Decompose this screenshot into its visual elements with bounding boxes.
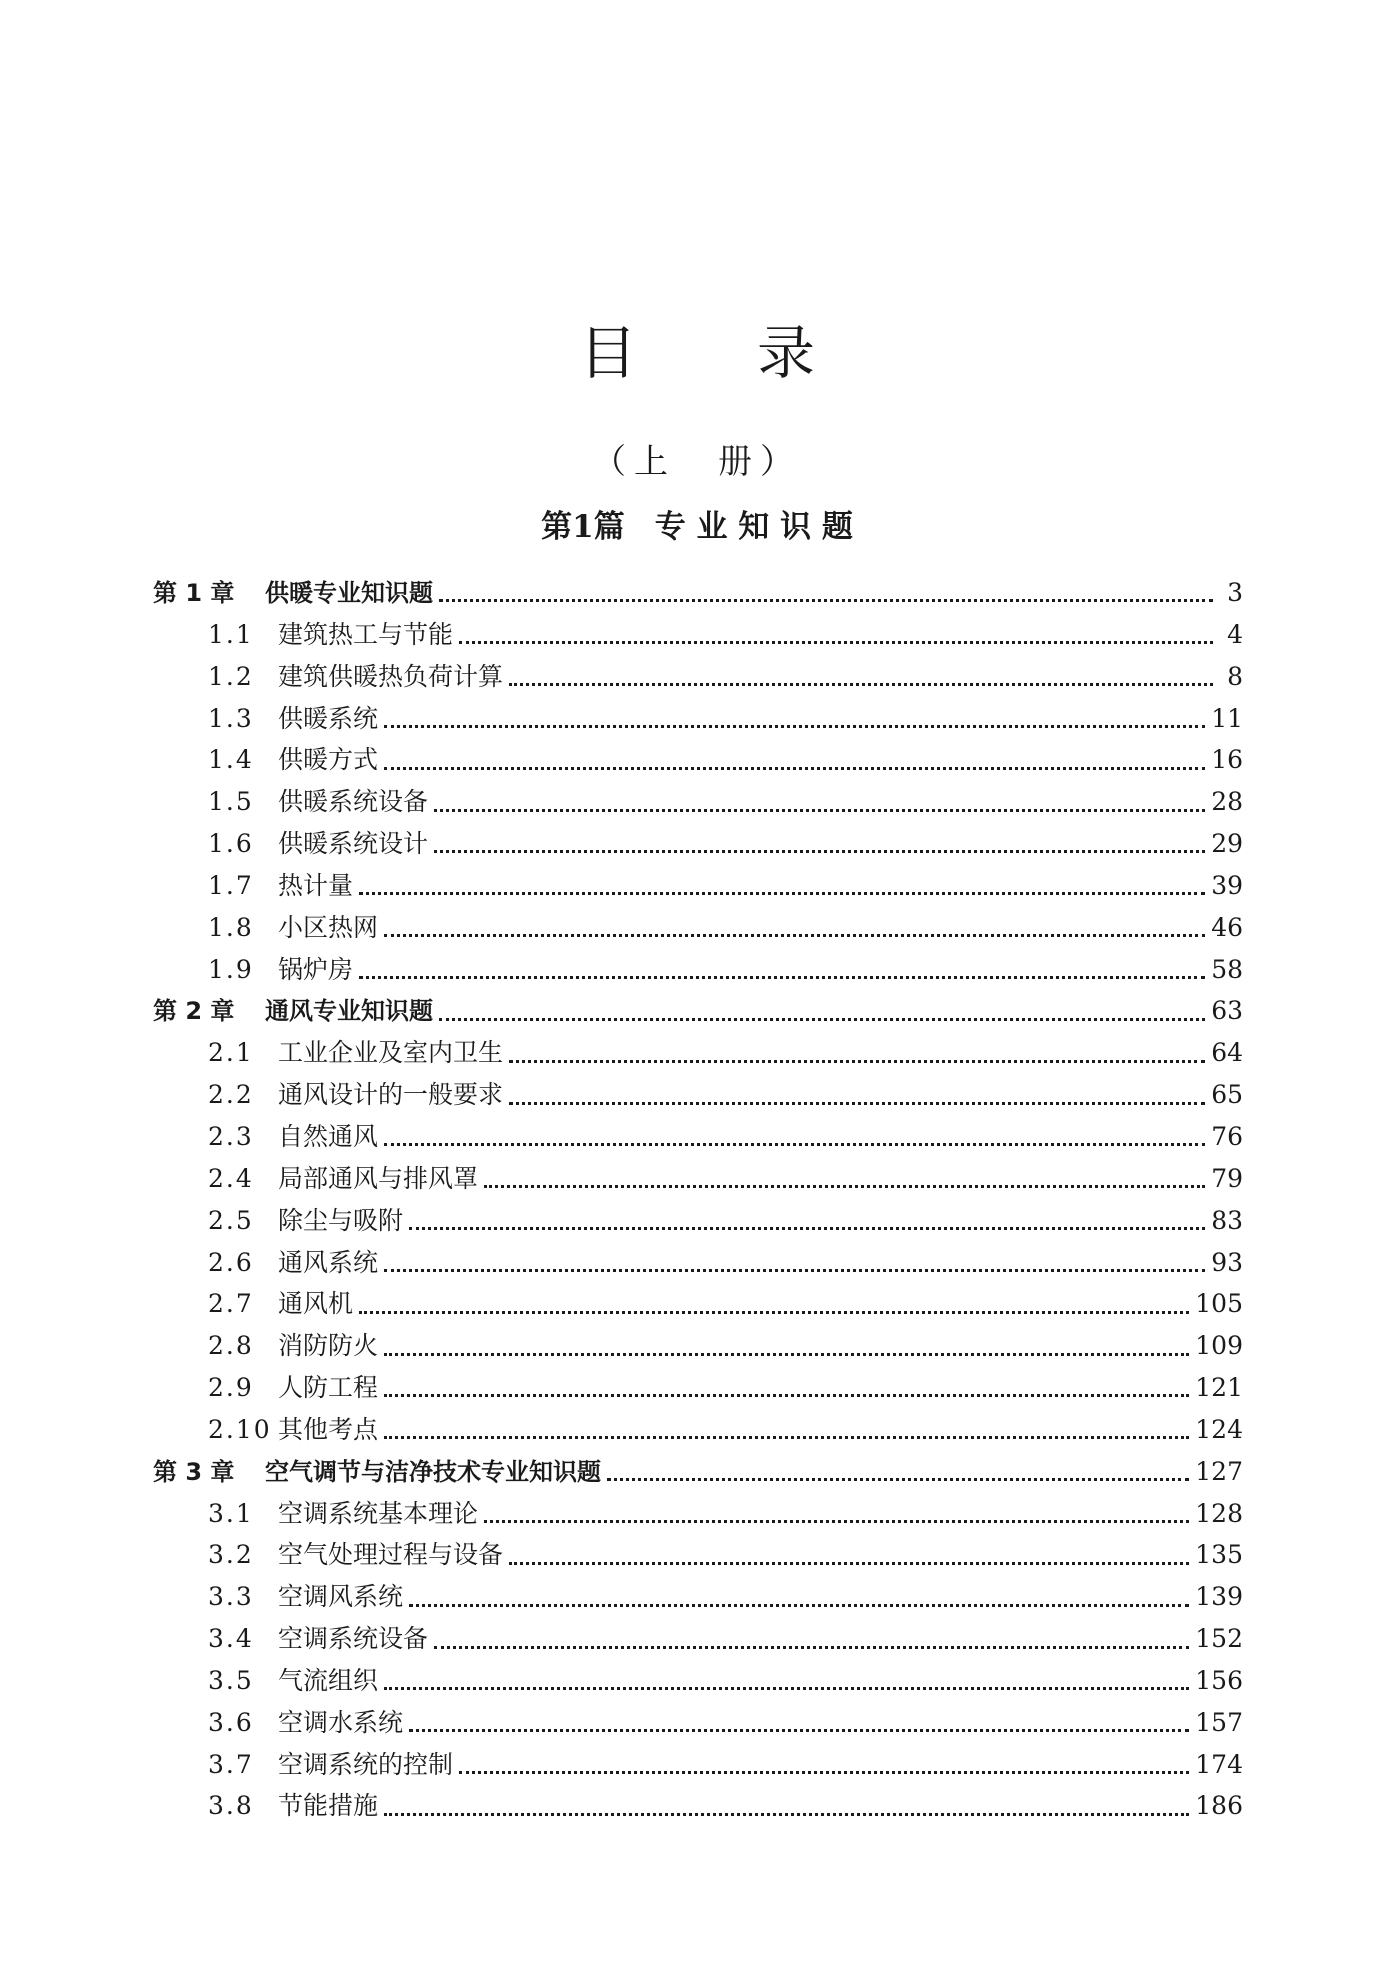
toc-entry-title: 气流组织 <box>278 1665 379 1695</box>
toc-entry-title: 通风设计的一般要求 <box>278 1080 504 1110</box>
dot-leader <box>439 579 1213 602</box>
toc-chapter-entry[interactable] <box>153 572 1243 614</box>
toc-entry-title: 热计量 <box>278 870 354 900</box>
toc-entry-page: 124 <box>1195 1414 1243 1444</box>
toc-section-entry[interactable] <box>153 1367 1243 1409</box>
toc-entry-title: 空调系统设备 <box>278 1624 429 1654</box>
toc-entry-title: 局部通风与排风罩 <box>278 1163 479 1193</box>
toc-entry-title: 空气调节与洁净技术专业知识题 <box>265 1457 601 1486</box>
toc-entry-title: 空调系统基本理论 <box>278 1498 479 1528</box>
toc-section-entry[interactable] <box>153 1242 1243 1284</box>
toc-section-entry[interactable] <box>153 949 1243 991</box>
toc-section-entry[interactable] <box>153 1493 1243 1535</box>
toc-entry-number: 3.7 <box>208 1749 254 1779</box>
toc-entry-number: 1.6 <box>208 829 254 859</box>
toc-section-entry[interactable] <box>153 907 1243 949</box>
toc-entry-title: 锅炉房 <box>278 954 354 984</box>
toc-section-entry[interactable] <box>153 1785 1243 1827</box>
toc-entry-number: 3.6 <box>208 1707 254 1737</box>
toc-chapter-entry[interactable] <box>153 990 1243 1032</box>
dot-leader <box>509 663 1213 686</box>
toc-section-entry[interactable] <box>153 1534 1243 1576</box>
toc-entry-number: 2.8 <box>208 1331 254 1361</box>
toc-entry-number: 2.9 <box>208 1373 254 1403</box>
toc-entry-page: 93 <box>1211 1247 1243 1277</box>
toc-entry-title: 工业企业及室内卫生 <box>278 1038 504 1068</box>
toc-section-entry[interactable] <box>153 865 1243 907</box>
dot-leader <box>384 1333 1189 1356</box>
toc-entry-number: 第 3 章 <box>153 1457 235 1486</box>
dot-leader <box>384 1416 1189 1439</box>
toc-entry-page: 156 <box>1195 1665 1243 1695</box>
dot-leader <box>384 747 1205 770</box>
toc-section-entry[interactable] <box>153 1618 1243 1660</box>
toc-entry-title: 通风专业知识题 <box>265 997 433 1026</box>
dot-leader <box>384 1123 1205 1146</box>
toc-entry-page: 157 <box>1195 1707 1243 1737</box>
toc-entry-title: 节能措施 <box>278 1791 379 1821</box>
toc-entry-number: 1.4 <box>208 745 254 775</box>
toc-entry-title: 消防防火 <box>278 1331 379 1361</box>
toc-entry-title: 人防工程 <box>278 1373 379 1403</box>
toc-entry-page: 174 <box>1195 1749 1243 1779</box>
toc-entry-number: 3.2 <box>208 1540 254 1570</box>
toc-entry-title: 其他考点 <box>278 1414 379 1444</box>
dot-leader <box>409 1207 1205 1230</box>
toc-entry-page: 79 <box>1211 1163 1243 1193</box>
toc-entry-page: 63 <box>1211 996 1243 1026</box>
toc-entry-page: 105 <box>1195 1289 1243 1319</box>
dot-leader <box>359 872 1205 895</box>
toc-section-entry[interactable] <box>153 1116 1243 1158</box>
dot-leader <box>509 1040 1205 1063</box>
toc-section-entry[interactable] <box>153 1283 1243 1325</box>
toc-entry-page: 186 <box>1195 1791 1243 1821</box>
toc-section-entry[interactable] <box>153 1325 1243 1367</box>
toc-section-entry[interactable] <box>153 1576 1243 1618</box>
dot-leader <box>359 956 1205 979</box>
toc-entry-page: 16 <box>1211 745 1243 775</box>
dot-leader <box>384 1667 1189 1690</box>
dot-leader <box>434 1626 1189 1649</box>
toc-entry-page: 28 <box>1211 787 1243 817</box>
part-title: 专 业 知 识 题 <box>654 509 853 545</box>
toc-section-entry[interactable] <box>153 1074 1243 1116</box>
toc-entry-title: 自然通风 <box>278 1121 379 1151</box>
dot-leader <box>459 621 1213 644</box>
dot-leader <box>459 1751 1189 1774</box>
toc-entry-number: 2.6 <box>208 1247 254 1277</box>
toc-entry-number: 1.7 <box>208 870 254 900</box>
toc-entry-page: 127 <box>1195 1456 1243 1486</box>
toc-entry-title: 供暖系统设计 <box>278 829 429 859</box>
dot-leader <box>409 1584 1189 1607</box>
dot-leader <box>384 914 1205 937</box>
part-number: 第1篇 <box>541 509 625 545</box>
toc-entry-page: 4 <box>1227 619 1243 649</box>
toc-section-entry[interactable] <box>153 823 1243 865</box>
toc-entry-title: 小区热网 <box>278 912 379 942</box>
toc-entry-page: 76 <box>1211 1121 1243 1151</box>
toc-entry-number: 1.5 <box>208 787 254 817</box>
dot-leader <box>484 1500 1189 1523</box>
part-heading <box>0 505 1394 549</box>
toc-entry-number: 2.7 <box>208 1289 254 1319</box>
toc-entry-number: 2.10 <box>208 1414 272 1444</box>
toc-entry-title: 建筑供暖热负荷计算 <box>278 661 504 691</box>
dot-leader <box>484 1165 1205 1188</box>
toc-section-entry[interactable] <box>153 698 1243 740</box>
toc-entry-title: 供暖系统 <box>278 703 379 733</box>
dot-leader <box>439 998 1205 1021</box>
toc-entry-number: 3.3 <box>208 1582 254 1612</box>
toc-entry-number: 3.4 <box>208 1624 254 1654</box>
toc-entry-title: 供暖系统设备 <box>278 787 429 817</box>
dot-leader <box>384 705 1205 728</box>
toc-entry-number: 2.3 <box>208 1121 254 1151</box>
toc-entry-number: 2.2 <box>208 1080 254 1110</box>
toc-entry-number: 第 1 章 <box>153 579 235 607</box>
toc-entry-number: 3.5 <box>208 1665 254 1695</box>
toc-entry-number: 第 2 章 <box>153 997 235 1026</box>
toc-section-entry[interactable] <box>153 1702 1243 1744</box>
toc-entry-page: 64 <box>1211 1038 1243 1068</box>
toc-section-entry[interactable] <box>153 1158 1243 1200</box>
dot-leader <box>384 1374 1189 1397</box>
toc-entry-title: 通风系统 <box>278 1247 379 1277</box>
toc-section-entry[interactable] <box>153 739 1243 781</box>
dot-leader <box>509 1082 1205 1105</box>
toc-entry-page: 46 <box>1211 912 1243 942</box>
toc-entry-title: 供暖专业知识题 <box>265 579 433 607</box>
toc-entry-title: 空调风系统 <box>278 1582 404 1612</box>
toc-entry-number: 3.8 <box>208 1791 254 1821</box>
volume-label: （上 册） <box>592 442 802 482</box>
toc-section-entry[interactable] <box>153 1409 1243 1451</box>
toc-section-entry[interactable] <box>153 1744 1243 1786</box>
toc-entry-page: 109 <box>1195 1331 1243 1361</box>
toc-entry-page: 3 <box>1227 578 1243 607</box>
dot-leader <box>384 1249 1205 1272</box>
toc-entry-number: 1.2 <box>208 661 254 691</box>
toc-entry-page: 29 <box>1211 829 1243 859</box>
toc-entry-page: 152 <box>1195 1624 1243 1654</box>
toc-chapter-entry[interactable] <box>153 1451 1243 1493</box>
toc-entry-title: 空调水系统 <box>278 1707 404 1737</box>
toc-entry-page: 121 <box>1195 1373 1243 1403</box>
toc-entry-page: 58 <box>1211 954 1243 984</box>
toc-entry-number: 2.1 <box>208 1038 254 1068</box>
toc-entry-title: 空气处理过程与设备 <box>278 1540 504 1570</box>
toc-entry-title: 除尘与吸附 <box>278 1205 404 1235</box>
toc-section-entry[interactable] <box>153 1032 1243 1074</box>
toc-entry-page: 8 <box>1227 661 1243 691</box>
toc-section-entry[interactable] <box>153 1660 1243 1702</box>
toc-entry-page: 65 <box>1211 1080 1243 1110</box>
toc-entry-number: 1.3 <box>208 703 254 733</box>
toc-entry-number: 1.8 <box>208 912 254 942</box>
toc-entry-page: 139 <box>1195 1582 1243 1612</box>
dot-leader <box>384 1793 1189 1816</box>
toc-entry-number: 1.1 <box>208 619 254 649</box>
toc-entry-title: 供暖方式 <box>278 745 379 775</box>
toc-entry-number: 2.5 <box>208 1205 254 1235</box>
dot-leader <box>434 789 1205 812</box>
toc-entry-title: 建筑热工与节能 <box>278 619 454 649</box>
toc-entry-page: 11 <box>1211 703 1243 733</box>
toc-entry-number: 1.9 <box>208 954 254 984</box>
toc-entry-title: 通风机 <box>278 1289 354 1319</box>
toc-entry-page: 39 <box>1211 870 1243 900</box>
toc-section-entry[interactable] <box>153 1200 1243 1242</box>
toc-entry-number: 2.4 <box>208 1163 254 1193</box>
toc-entry-page: 135 <box>1195 1540 1243 1570</box>
dot-leader <box>607 1458 1189 1481</box>
toc-section-entry[interactable] <box>153 656 1243 698</box>
dot-leader <box>434 830 1205 853</box>
toc-section-entry[interactable] <box>153 781 1243 823</box>
toc-entry-page: 128 <box>1195 1498 1243 1528</box>
table-of-contents <box>153 572 1243 1827</box>
toc-section-entry[interactable] <box>153 614 1243 656</box>
toc-entry-number: 3.1 <box>208 1498 254 1528</box>
dot-leader <box>509 1542 1189 1565</box>
dot-leader <box>359 1291 1189 1314</box>
toc-entry-title: 空调系统的控制 <box>278 1749 454 1779</box>
page-title: 目录 <box>578 319 935 387</box>
dot-leader <box>409 1709 1189 1732</box>
toc-entry-page: 83 <box>1211 1205 1243 1235</box>
